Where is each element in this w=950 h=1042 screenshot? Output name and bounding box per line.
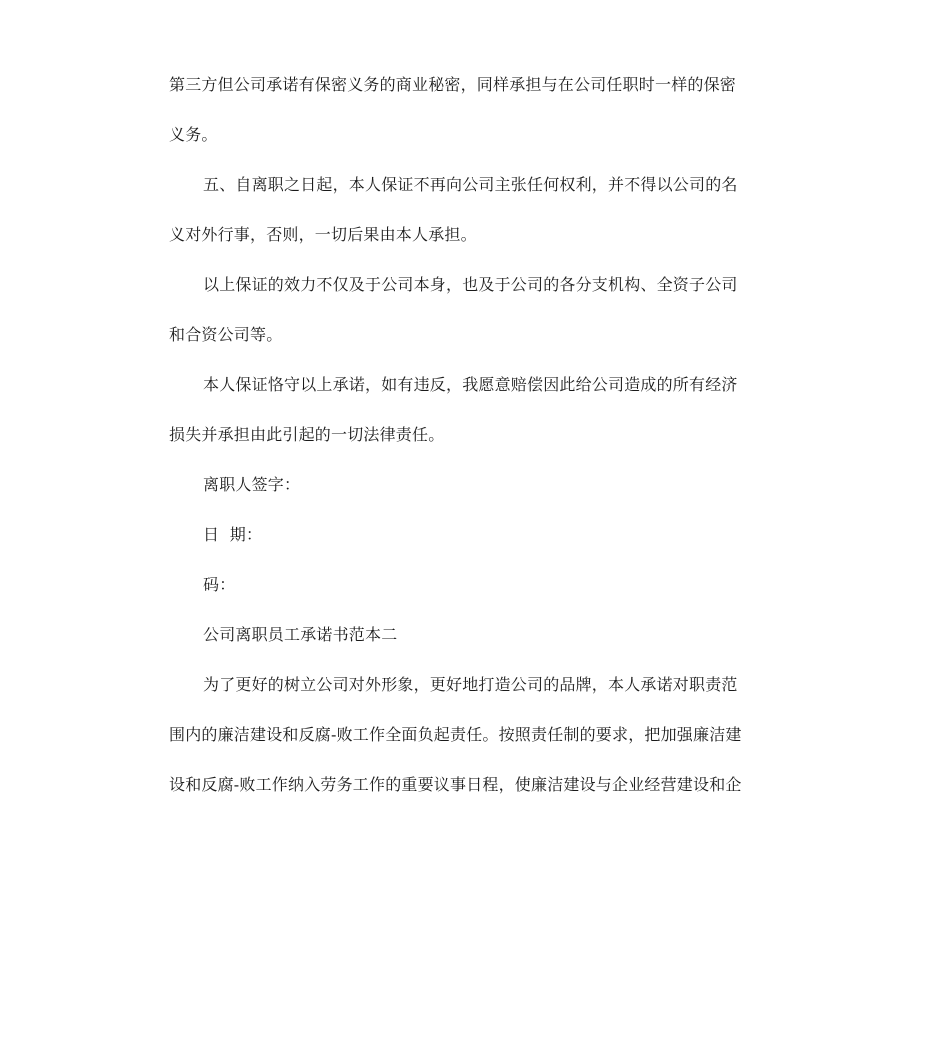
paragraph-commitment (169, 360, 781, 460)
text-line: 和合资公司等。 (169, 325, 283, 344)
section-heading (169, 610, 781, 660)
text-line: 本人保证恪守以上承诺，如有违反，我愿意赔偿因此给公司造成的所有经济 (203, 375, 738, 394)
text-line: 五、自离职之日起，本人保证不再向公司主张任何权利，并不得以公司的名 (203, 175, 738, 194)
text-line: 码： (203, 575, 236, 594)
text-line: 离职人签字： (203, 475, 301, 494)
code-field-label (169, 560, 781, 610)
date-field-label (169, 510, 781, 560)
signature-field-label (169, 460, 781, 510)
document-body (169, 60, 781, 810)
text-line: 义务。 (169, 125, 218, 144)
text-line: 公司离职员工承诺书范本二 (203, 625, 398, 644)
text-line: 围内的廉洁建设和反腐-败工作全面负起责任。按照责任制的要求，把加强廉洁建 (169, 725, 742, 744)
text-line: 日 期： (203, 525, 263, 544)
paragraph-scope (169, 260, 781, 360)
text-line: 义对外行事，否则，一切后果由本人承担。 (169, 225, 477, 244)
paragraph-item-five (169, 160, 781, 260)
text-line: 第三方但公司承诺有保密义务的商业秘密，同样承担与在公司任职时一样的保密 (169, 75, 737, 94)
text-line: 损失并承担由此引起的一切法律责任。 (169, 425, 445, 444)
paragraph-intro (169, 660, 781, 810)
paragraph-continuation (169, 60, 781, 160)
text-line: 设和反腐-败工作纳入劳务工作的重要议事日程，使廉洁建设与企业经营建设和企 (169, 775, 742, 794)
text-line: 以上保证的效力不仅及于公司本身，也及于公司的各分支机构、全资子公司 (203, 275, 738, 294)
text-line: 为了更好的树立公司对外形象，更好地打造公司的品牌，本人承诺对职责范 (203, 675, 738, 694)
